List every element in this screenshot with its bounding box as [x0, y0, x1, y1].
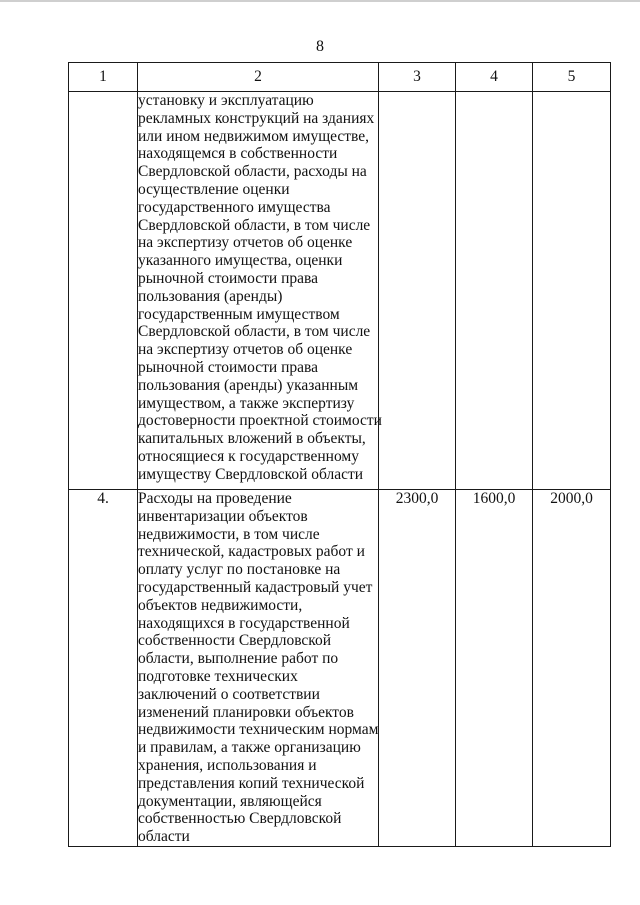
- description-line: пользования (аренды) указанным: [138, 376, 359, 394]
- header-col-4: 4: [456, 63, 533, 92]
- row-value-col5: 2000,0: [533, 490, 611, 847]
- row-number: 4.: [69, 490, 138, 847]
- budget-table: [68, 62, 611, 847]
- description-line: подготовке технических: [138, 667, 298, 685]
- description-line: государственный кадастровый учет: [138, 578, 373, 596]
- description-line: достоверности проектной стоимости: [138, 412, 382, 430]
- description-line: объектов недвижимости,: [138, 596, 303, 614]
- page-number: 8: [316, 38, 324, 55]
- description-line: технической, кадастровых работ и: [138, 543, 365, 561]
- description-line: имуществу Свердловской области: [138, 465, 364, 483]
- description-line: находящемся в собственности: [138, 145, 338, 163]
- scan-edge: [0, 0, 640, 2]
- description-line: имуществом, а также экспертизу: [138, 394, 355, 412]
- header-col-2: 2: [138, 63, 379, 92]
- description-line: документации, являющейся: [138, 792, 322, 810]
- description-line: Свердловской области, расходы на: [138, 163, 367, 181]
- row-number: [69, 92, 138, 490]
- description-line: относящиеся к государственному: [138, 447, 359, 465]
- table-row: [69, 490, 611, 847]
- description-line: рыночной стоимости права: [138, 269, 318, 287]
- description-line: пользования (аренды): [138, 287, 283, 305]
- description-line: государственным имуществом: [138, 305, 340, 323]
- description-line: осуществление оценки: [138, 180, 290, 198]
- description-line: установку и эксплуатацию: [138, 92, 314, 109]
- description-line: и правилам, а также организацию: [138, 739, 361, 757]
- description-line: указанного имущества, оценки: [138, 252, 343, 270]
- description-line: на экспертизу отчетов об оценке: [138, 234, 353, 252]
- table-header-row: [69, 63, 611, 92]
- header-col-3: 3: [379, 63, 456, 92]
- description-line: Расходы на проведение: [138, 490, 292, 507]
- row-description: [138, 92, 382, 490]
- description-line: области: [138, 828, 190, 846]
- description-line: или ином недвижимом имуществе,: [138, 127, 370, 145]
- description-line: инвентаризации объектов: [138, 507, 308, 525]
- description-line: собственности Свердловской: [138, 632, 332, 650]
- description-line: заключений о соответствии: [138, 685, 320, 703]
- row-description: [138, 490, 379, 847]
- description-line: недвижимости, в том числе: [138, 525, 320, 543]
- description-line: области, выполнение работ по: [138, 650, 339, 668]
- description-line: недвижимости техническим нормам: [138, 721, 379, 739]
- row-value-col3: [379, 92, 456, 490]
- header-col-5: 5: [533, 63, 611, 92]
- row-value-col4: 1600,0: [456, 490, 533, 847]
- description-line: хранения, использования и: [138, 756, 317, 774]
- description-line: Свердловской области, в том числе: [138, 323, 371, 341]
- description-line: собственностью Свердловской: [138, 810, 342, 828]
- description-line: изменений планировки объектов: [138, 703, 354, 721]
- description-line: представления копий технической: [138, 774, 365, 792]
- description-line: государственного имущества: [138, 198, 331, 216]
- description-line: Свердловской области, в том числе: [138, 216, 371, 234]
- row-value-col3: 2300,0: [379, 490, 456, 847]
- description-line: на экспертизу отчетов об оценке: [138, 341, 353, 359]
- description-line: рекламных конструкций на зданиях: [138, 109, 375, 127]
- header-col-1: 1: [69, 63, 138, 92]
- row-value-col4: [456, 92, 533, 490]
- description-line: оплату услуг по постановке на: [138, 561, 341, 579]
- description-line: капитальных вложений в объекты,: [138, 430, 366, 448]
- description-line: рыночной стоимости права: [138, 358, 318, 376]
- table-row: [69, 92, 611, 490]
- description-line: находящихся в государственной: [138, 614, 350, 632]
- row-value-col5: [533, 92, 611, 490]
